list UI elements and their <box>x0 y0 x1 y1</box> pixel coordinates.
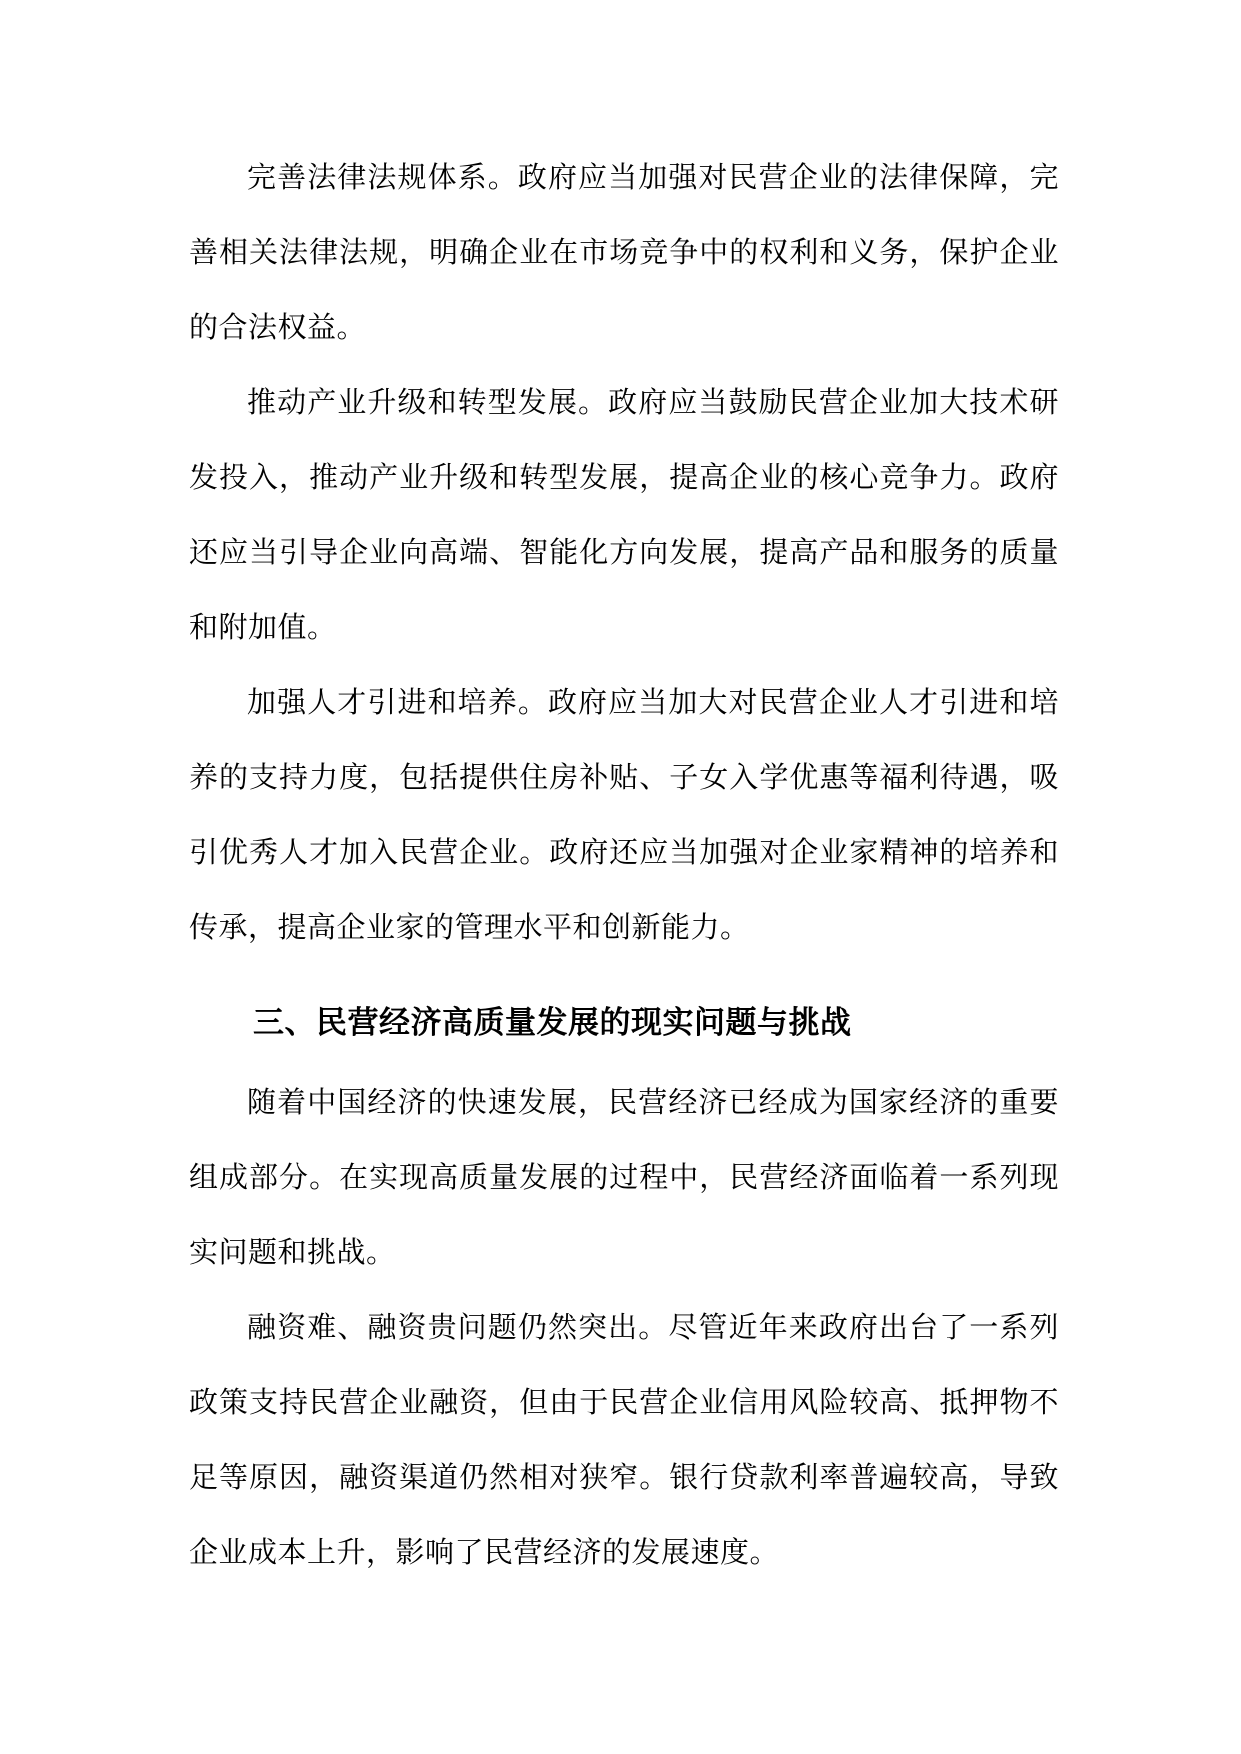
document-body <box>189 140 1059 1590</box>
paragraph-legal-system: 完善法律法规体系。政府应当加强对民营企业的法律保障，完善相关法律法规，明确企业在市场竞争中的权利和义务，保护企业的合法权益。 <box>189 160 1059 344</box>
paragraph-intro-challenges: 随着中国经济的快速发展，民营经济已经成为国家经济的重要组成部分。在实现高质量发展的过程中，民营经济面临着一系列现实问题和挑战。 <box>189 1085 1059 1269</box>
paragraph-financing: 融资难、融资贵问题仍然突出。尽管近年来政府出台了一系列政策支持民营企业融资，但由于民营企业信用风险较高、抵押物不足等原因，融资渠道仍然相对狭窄。银行贷款利率普遍较高，导致企业成本上升，影响了民营经济的发展速度。 <box>189 1310 1059 1569</box>
paragraph-talent: 加强人才引进和培养。政府应当加大对民营企业人才引进和培养的支持力度，包括提供住房补贴、子女入学优惠等福利待遇，吸引优秀人才加入民营企业。政府还应当加强对企业家精神的培养和传承，提高企业家的管理水平和创新能力。 <box>189 685 1059 944</box>
section-heading: 三、民营经济高质量发展的现实问题与挑战 <box>253 1005 852 1041</box>
paragraph-industrial-upgrade: 推动产业升级和转型发展。政府应当鼓励民营企业加大技术研发投入，推动产业升级和转型发展，提高企业的核心竞争力。政府还应当引导企业向高端、智能化方向发展，提高产品和服务的质量和附加值。 <box>189 385 1059 644</box>
